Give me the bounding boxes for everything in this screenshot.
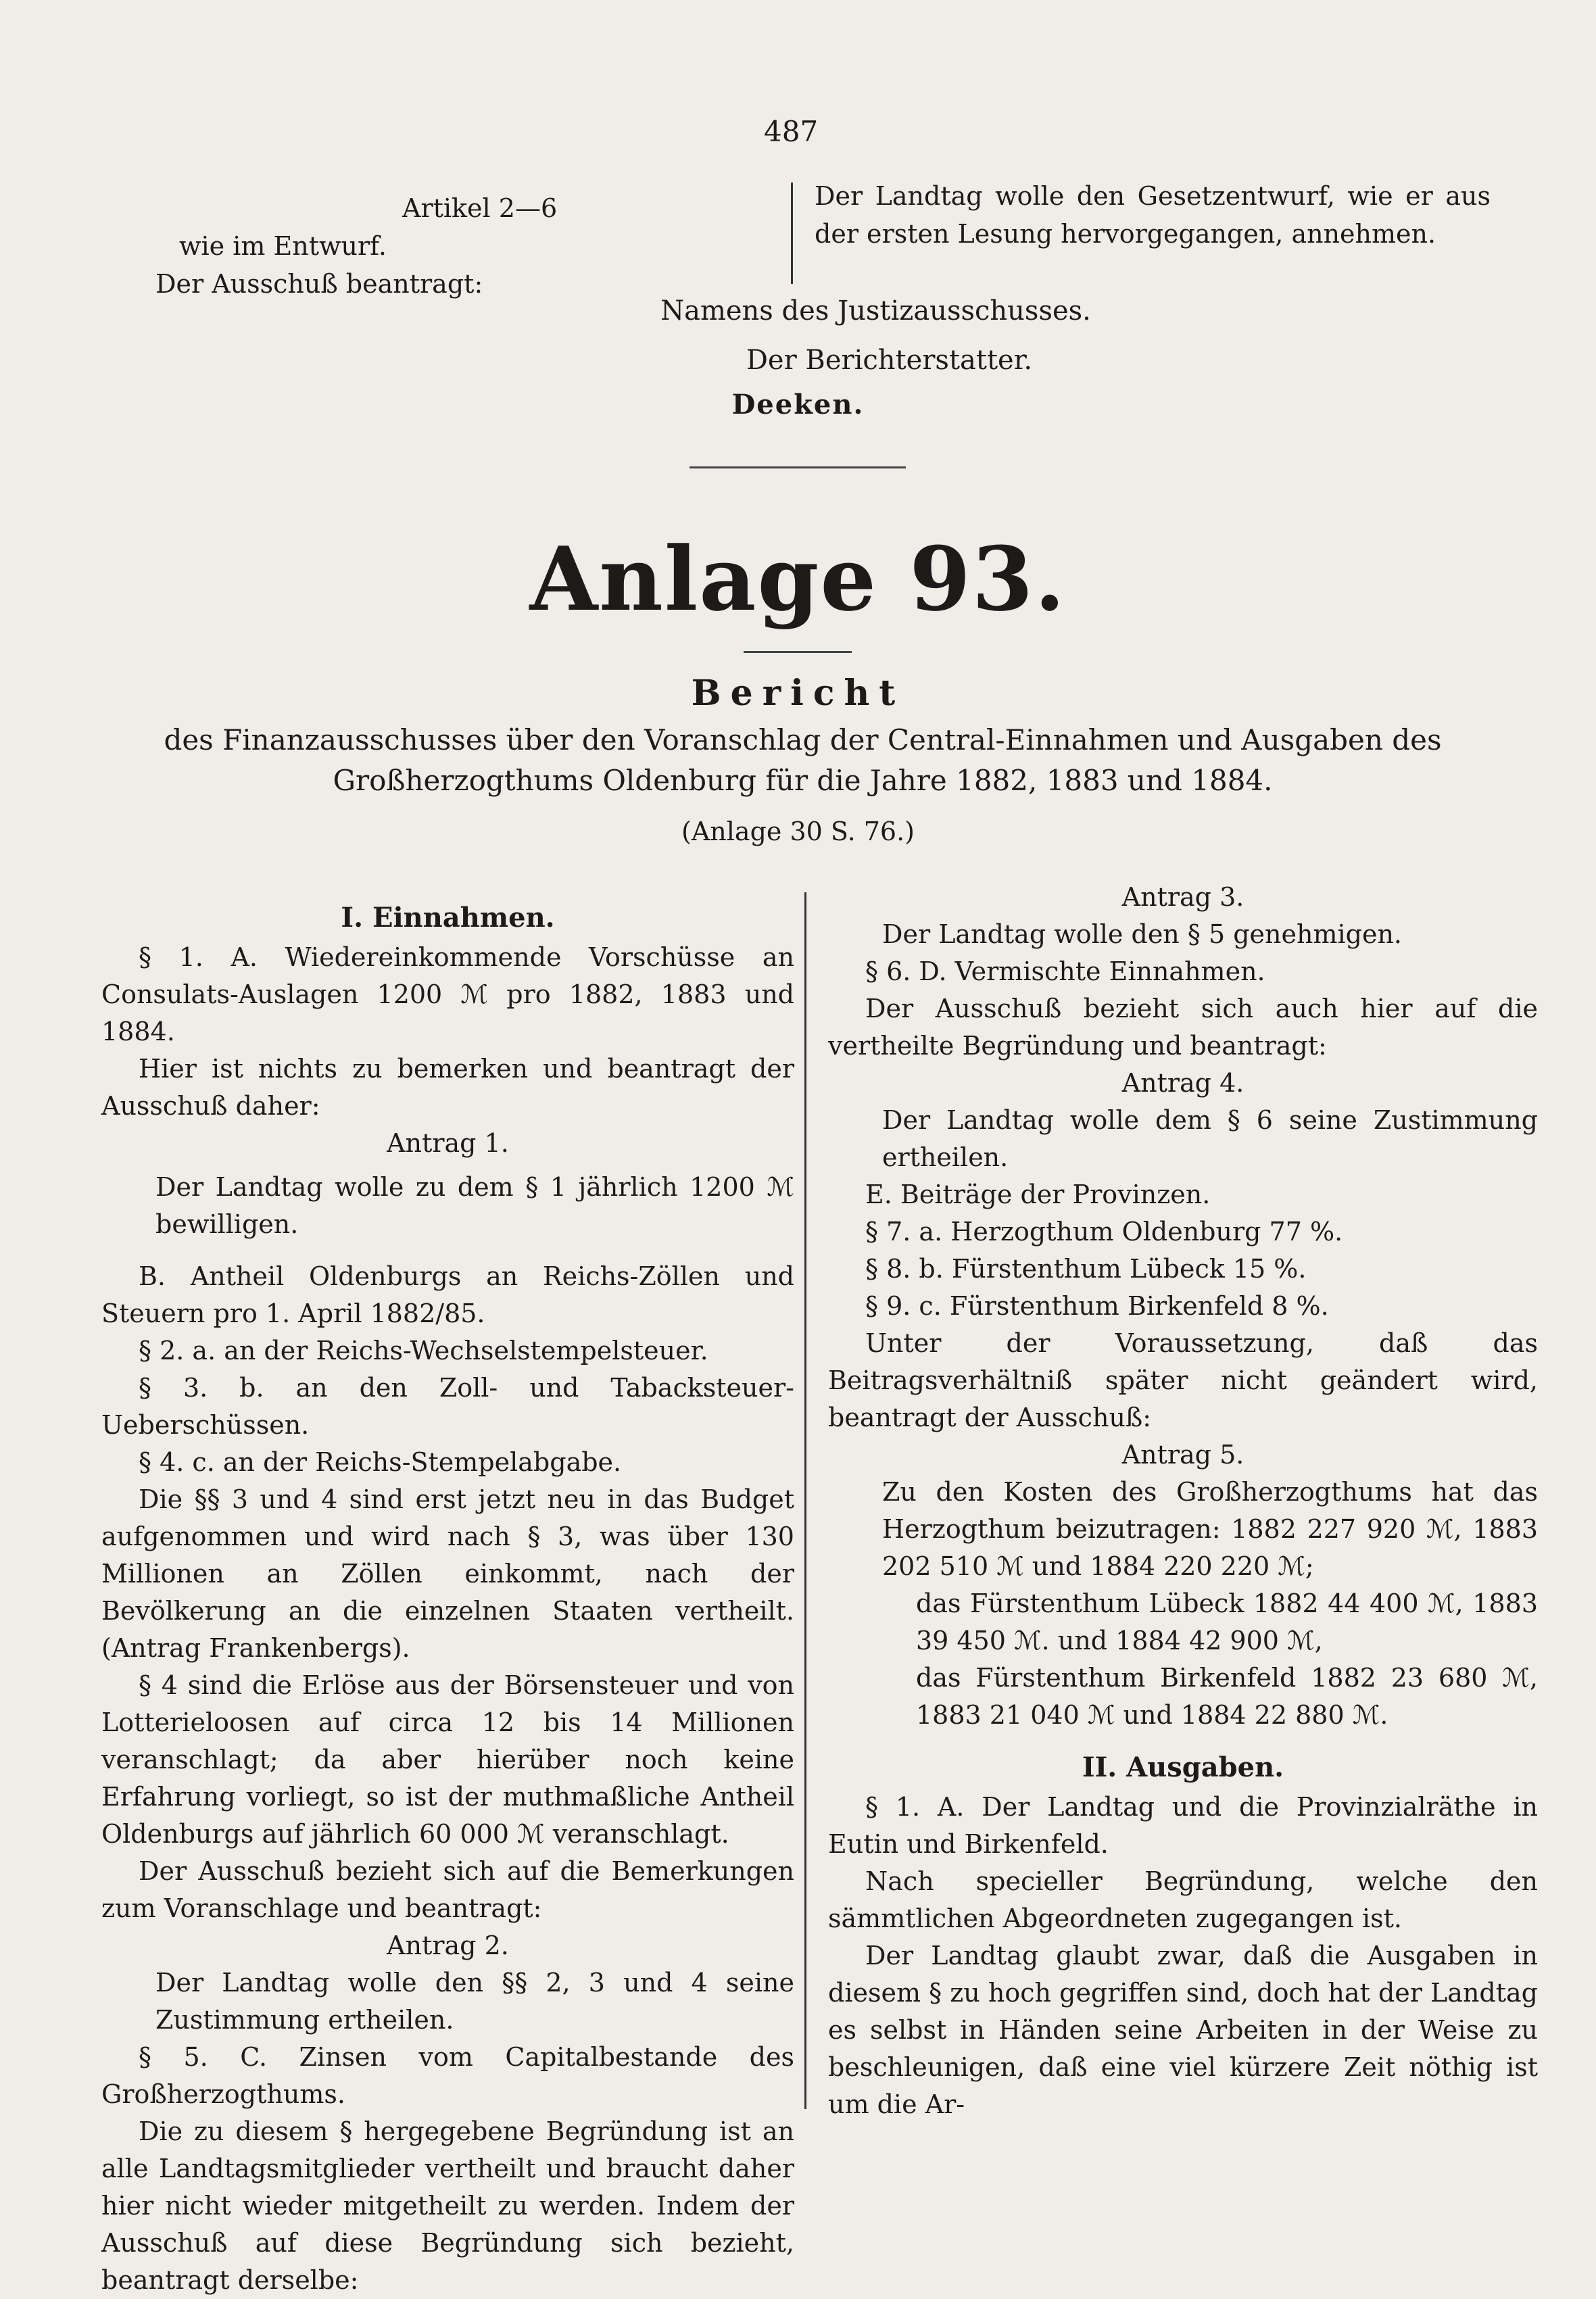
ausschuss-line: Der Ausschuß beantragt: — [155, 269, 483, 299]
antrag-text: Zu den Kosten des Großherzogthums hat das Herzogthum beizutragen: 1882 227 920 ℳ, 1883 202 510 ℳ und 1884 220 220 ℳ; — [882, 1477, 1538, 1581]
antrag-text: Der Landtag wolle zu dem § 1 jährlich 1200 ℳ bewilligen. — [155, 1172, 794, 1239]
report-heading: Bericht — [691, 673, 905, 714]
signature-role: Der Berichterstatter. — [746, 345, 1033, 376]
signature-name: Deeken. — [731, 389, 865, 420]
paragraph: § 8. b. Fürstenthum Lübeck 15 %. — [865, 1254, 1307, 1284]
antrag-text: Der Landtag wolle dem § 6 seine Zustimmung ertheilen. — [882, 1105, 1538, 1172]
section-heading-einnahmen: I. Einnahmen. — [341, 902, 555, 934]
antrag-text: das Fürstenthum Birkenfeld 1882 23 680 ℳ, 1883 21 040 ℳ und 1884 22 880 ℳ. — [916, 1663, 1538, 1730]
paragraph: § 4. c. an der Reichs-Stempelabgabe. — [139, 1447, 622, 1477]
top-right-motion: Der Landtag wolle den Gesetzentwurf, wie er aus der ersten Lesung hervorgegangen, annehmen. — [815, 181, 1491, 249]
antrag-text: Der Landtag wolle den §§ 2, 3 und 4 seine Zustimmung ertheilen. — [155, 1968, 794, 2035]
top-left-block — [122, 189, 771, 303]
entwurf-line: wie im Entwurf. — [179, 231, 387, 261]
paragraph: § 6. D. Vermischte Einnahmen. — [865, 957, 1265, 986]
column-divider — [804, 892, 806, 2109]
antrag-heading: Antrag 1. — [387, 1128, 509, 1158]
page-number: 487 — [764, 115, 819, 148]
right-column — [828, 879, 1538, 2123]
paragraph: B. Antheil Oldenburgs an Reichs-Zöllen und Steuern pro 1. April 1882/85. — [101, 1261, 794, 1328]
paragraph: Die zu diesem § hergegebene Begründung ist an alle Landtagsmitglieder vertheilt und braucht daher hier nicht wieder mitgetheilt zu werden. Indem der Ausschuß auf diese Begründung sich bezieht, beantragt derselbe: — [101, 2116, 794, 2295]
antrag-text: das Fürstenthum Lübeck 1882 44 400 ℳ, 1883 39 450 ℳ. und 1884 42 900 ℳ, — [916, 1589, 1538, 1655]
top-column-divider — [791, 183, 793, 284]
paragraph: § 2. a. an der Reichs-Wechselstempelsteuer. — [139, 1336, 708, 1365]
paragraph: Unter der Voraussetzung, daß das Beitragsverhältniß später nicht geändert wird, beantragt der Ausschuß: — [828, 1328, 1538, 1432]
paragraph: Der Landtag glaubt zwar, daß die Ausgaben in diesem § zu hoch gegriffen sind, doch hat der Landtag es selbst in Händen seine Arbeiten in der Weise zu beschleunigen, daß eine viel kürzere Zeit nöthig ist um die Ar- — [828, 1941, 1538, 2119]
paragraph: § 7. a. Herzogthum Oldenburg 77 %. — [865, 1217, 1343, 1247]
paragraph: Nach specieller Begründung, welche den sämmtlichen Abgeordneten zugegangen ist. — [828, 1866, 1538, 1933]
annex-reference: (Anlage 30 S. 76.) — [681, 817, 915, 846]
paragraph: § 9. c. Fürstenthum Birkenfeld 8 %. — [865, 1291, 1329, 1321]
antrag-text: Der Landtag wolle den § 5 genehmigen. — [882, 919, 1402, 949]
paragraph: Der Ausschuß bezieht sich auch hier auf die vertheilte Begründung und beantragt: — [828, 994, 1538, 1061]
paragraph: Die §§ 3 und 4 sind erst jetzt neu in das Budget aufgenommen und wird nach § 3, was über 130 Millionen an Zöllen einkommt, nach der Bevölkerung an die einzelnen Staaten vertheilt. (Antrag Frankenbergs). — [101, 1484, 794, 1663]
section-heading-ausgaben: II. Ausgaben. — [1082, 1751, 1284, 1783]
antrag-heading: Antrag 2. — [387, 1931, 509, 1960]
paragraph: § 1. A. Der Landtag und die Provinzialräthe in Eutin und Birkenfeld. — [828, 1792, 1538, 1859]
report-subtitle: des Finanzausschusses über den Voranschlag der Central-Einnahmen und Ausgaben des Großherzogthums Oldenburg für die Jahre 1882, 1883 und 1884. — [164, 723, 1442, 797]
section-divider — [690, 466, 906, 468]
left-column — [101, 899, 794, 2299]
antrag-heading: Antrag 4. — [1121, 1068, 1244, 1098]
paragraph: § 5. C. Zinsen vom Capitalbestande des Großherzogthums. — [101, 2042, 794, 2109]
title-underline — [744, 651, 852, 653]
antrag-heading: Antrag 5. — [1121, 1440, 1244, 1470]
paragraph: § 3. b. an den Zoll- und Tabacksteuer-Ueberschüssen. — [101, 1373, 794, 1440]
signature-committee: Namens des Justizausschusses. — [660, 295, 1091, 326]
page-title: Anlage 93. — [529, 527, 1067, 631]
antrag-heading: Antrag 3. — [1121, 882, 1244, 912]
paragraph: § 1. A. Wiedereinkommende Vorschüsse an Consulats-Auslagen 1200 ℳ pro 1882, 1883 und 1884. — [101, 942, 794, 1046]
article-line: Artikel 2—6 — [402, 193, 558, 223]
paragraph: Hier ist nichts zu bemerken und beantragt der Ausschuß daher: — [101, 1054, 794, 1121]
paragraph: Der Ausschuß bezieht sich auf die Bemerkungen zum Voranschlage und beantragt: — [101, 1856, 794, 1923]
paragraph: § 4 sind die Erlöse aus der Börsensteuer und von Lotterieloosen auf circa 12 bis 14 Millionen veranschlagt; da aber hierüber noch keine Erfahrung vorliegt, so ist der muthmaßliche Antheil Oldenburgs auf jährlich 60 000 ℳ veranschlagt. — [101, 1670, 794, 1849]
paragraph: E. Beiträge der Provinzen. — [865, 1180, 1211, 1209]
